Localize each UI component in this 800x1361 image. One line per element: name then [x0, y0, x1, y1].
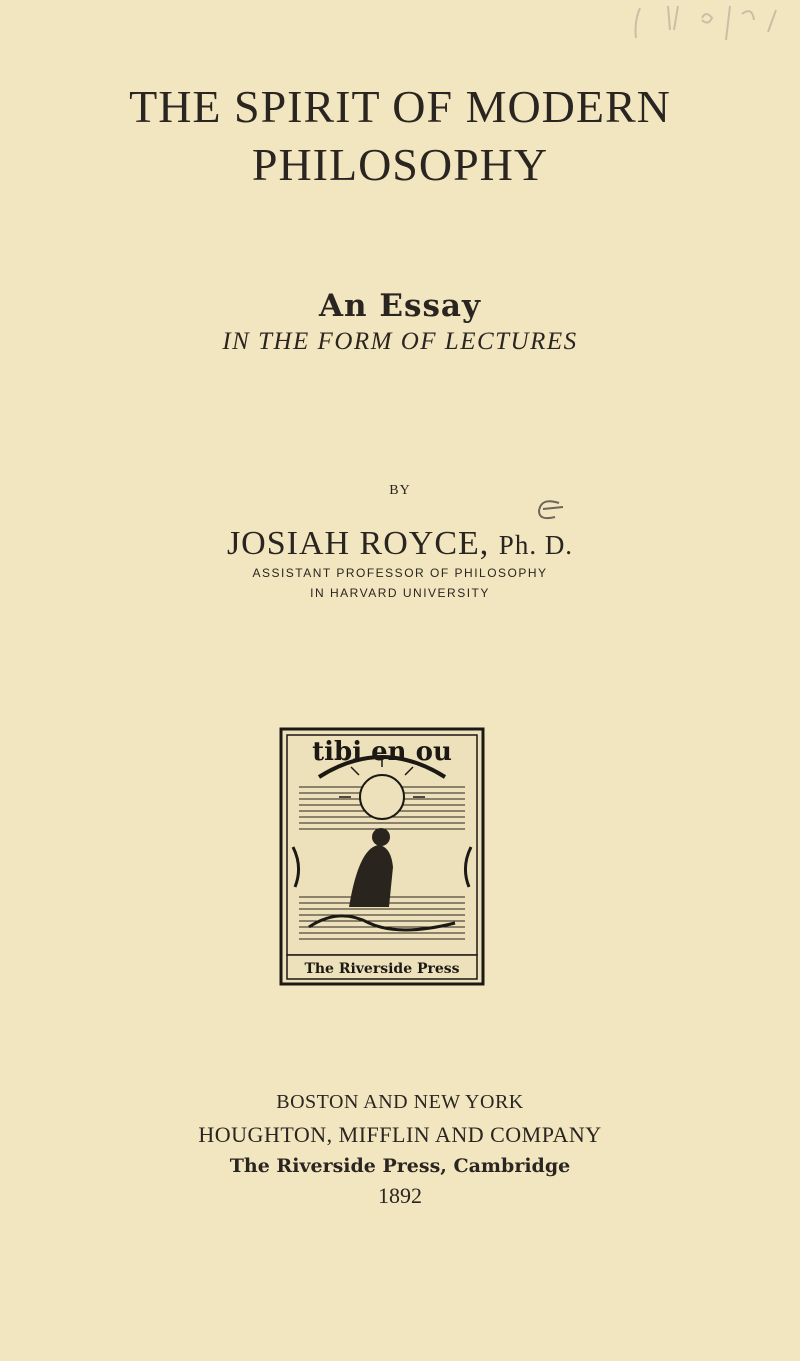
author-name: JOSIAH ROYCE, [226, 525, 490, 562]
subtitle-gothic: An Essay [318, 288, 482, 324]
author-line [0, 525, 800, 563]
subtitle-italic: IN THE FORM OF LECTURES [222, 328, 578, 355]
publication-city: BOSTON AND NEW YORK [276, 1091, 524, 1113]
publication-year: 1892 [378, 1183, 422, 1208]
title-line-2: PHILOSOPHY [251, 139, 549, 190]
publisher-name: HOUGHTON, MIFFLIN AND COMPANY [198, 1122, 602, 1147]
riverside-press-imprint [279, 727, 485, 986]
pencil-mark [533, 497, 569, 523]
imprint-press-name: The Riverside Press [304, 961, 460, 977]
author-role-line-1: ASSISTANT PROFESSOR OF PHILOSOPHY [252, 566, 548, 580]
title-line-1: THE SPIRIT OF MODERN [129, 81, 671, 132]
author-role-line-2: IN HARVARD UNIVERSITY [310, 586, 490, 600]
byline-by: BY [389, 483, 411, 498]
imprint-motto: tibi en ou [312, 737, 452, 767]
press-line: The Riverside Press, Cambridge [229, 1155, 571, 1177]
author-degree: Ph. D. [498, 530, 574, 560]
corner-handwriting [608, 0, 798, 50]
